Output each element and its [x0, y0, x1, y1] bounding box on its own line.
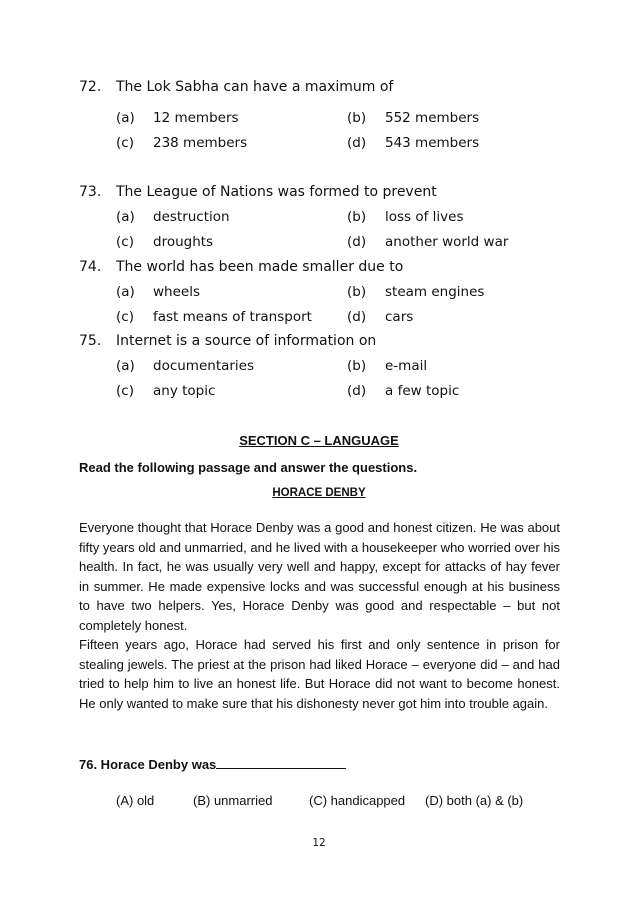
question-number: 75. — [79, 333, 102, 349]
question-stem: The Lok Sabha can have a maximum of — [116, 79, 394, 95]
question-number: 73. — [79, 184, 102, 200]
answer-option: (B) unmarried — [193, 793, 273, 808]
option-label: (d) — [347, 309, 367, 325]
section-title: SECTION C – LANGUAGE — [239, 433, 399, 448]
question-stem: 76. Horace Denby was — [79, 757, 217, 772]
page-number: 12 — [312, 837, 326, 849]
question-stem: The world has been made smaller due to — [116, 259, 404, 275]
instruction: Read the following passage and answer the questions. — [79, 460, 418, 475]
option-label: (d) — [347, 383, 367, 399]
question-stem: Internet is a source of information on — [116, 333, 377, 349]
option-label: (c) — [116, 309, 134, 325]
option-text: another world war — [385, 234, 509, 250]
option-label: (c) — [116, 383, 134, 399]
option-text: destruction — [153, 209, 230, 225]
option-label: (b) — [347, 284, 367, 300]
answer-blank — [216, 756, 346, 769]
option-label: (c) — [116, 234, 134, 250]
option-text: wheels — [153, 284, 200, 300]
option-label: (b) — [347, 209, 367, 225]
option-label: (a) — [116, 110, 135, 126]
option-text: 543 members — [385, 135, 480, 151]
option-text: a few topic — [385, 383, 460, 399]
option-label: (a) — [116, 284, 135, 300]
option-label: (b) — [347, 358, 367, 374]
passage-title: HORACE DENBY — [272, 487, 366, 499]
passage-paragraph: Everyone thought that Horace Denby was a good and honest citizen. He was about fifty years old and unmarried, and he lived with a housekeeper who worried over his health. In fact, he was usually very well and happy, except for attacks of hay fever in summer. He made expensive locks and was successful enough at his business to have two helpers. Yes, Horace Denby was good and respectable – but not completely honest. — [79, 520, 560, 633]
question-number: 74. — [79, 259, 102, 275]
answer-option: (C) handicapped — [309, 793, 406, 808]
option-text: any topic — [153, 383, 216, 399]
option-text: loss of lives — [385, 209, 464, 225]
question-76 — [79, 756, 346, 772]
option-text: 552 members — [385, 110, 480, 126]
option-label: (b) — [347, 110, 367, 126]
option-text: cars — [385, 309, 414, 325]
option-text: 12 members — [153, 110, 239, 126]
passage-paragraph: Fifteen years ago, Horace had served his first and only sentence in prison for stealing jewels. The priest at the prison had liked Horace – everyone did – and had tried to help him to live an honest life. But Horace did not want to become honest. He only wanted to make sure that his dishonesty never got him into trouble again. — [79, 637, 560, 711]
option-label: (c) — [116, 135, 134, 151]
option-text: 238 members — [153, 135, 248, 151]
option-text: steam engines — [385, 284, 485, 300]
option-label: (d) — [347, 234, 367, 250]
option-label: (d) — [347, 135, 367, 151]
answer-option: (A) old — [116, 793, 155, 808]
question-stem: The League of Nations was formed to prevent — [116, 184, 437, 200]
option-text: e-mail — [385, 358, 428, 374]
answer-option: (D) both (a) & (b) — [425, 793, 524, 808]
option-label: (a) — [116, 209, 135, 225]
option-text: droughts — [153, 234, 214, 250]
option-text: documentaries — [153, 358, 255, 374]
question-number: 72. — [79, 79, 102, 95]
option-label: (a) — [116, 358, 135, 374]
option-text: fast means of transport — [153, 309, 312, 325]
